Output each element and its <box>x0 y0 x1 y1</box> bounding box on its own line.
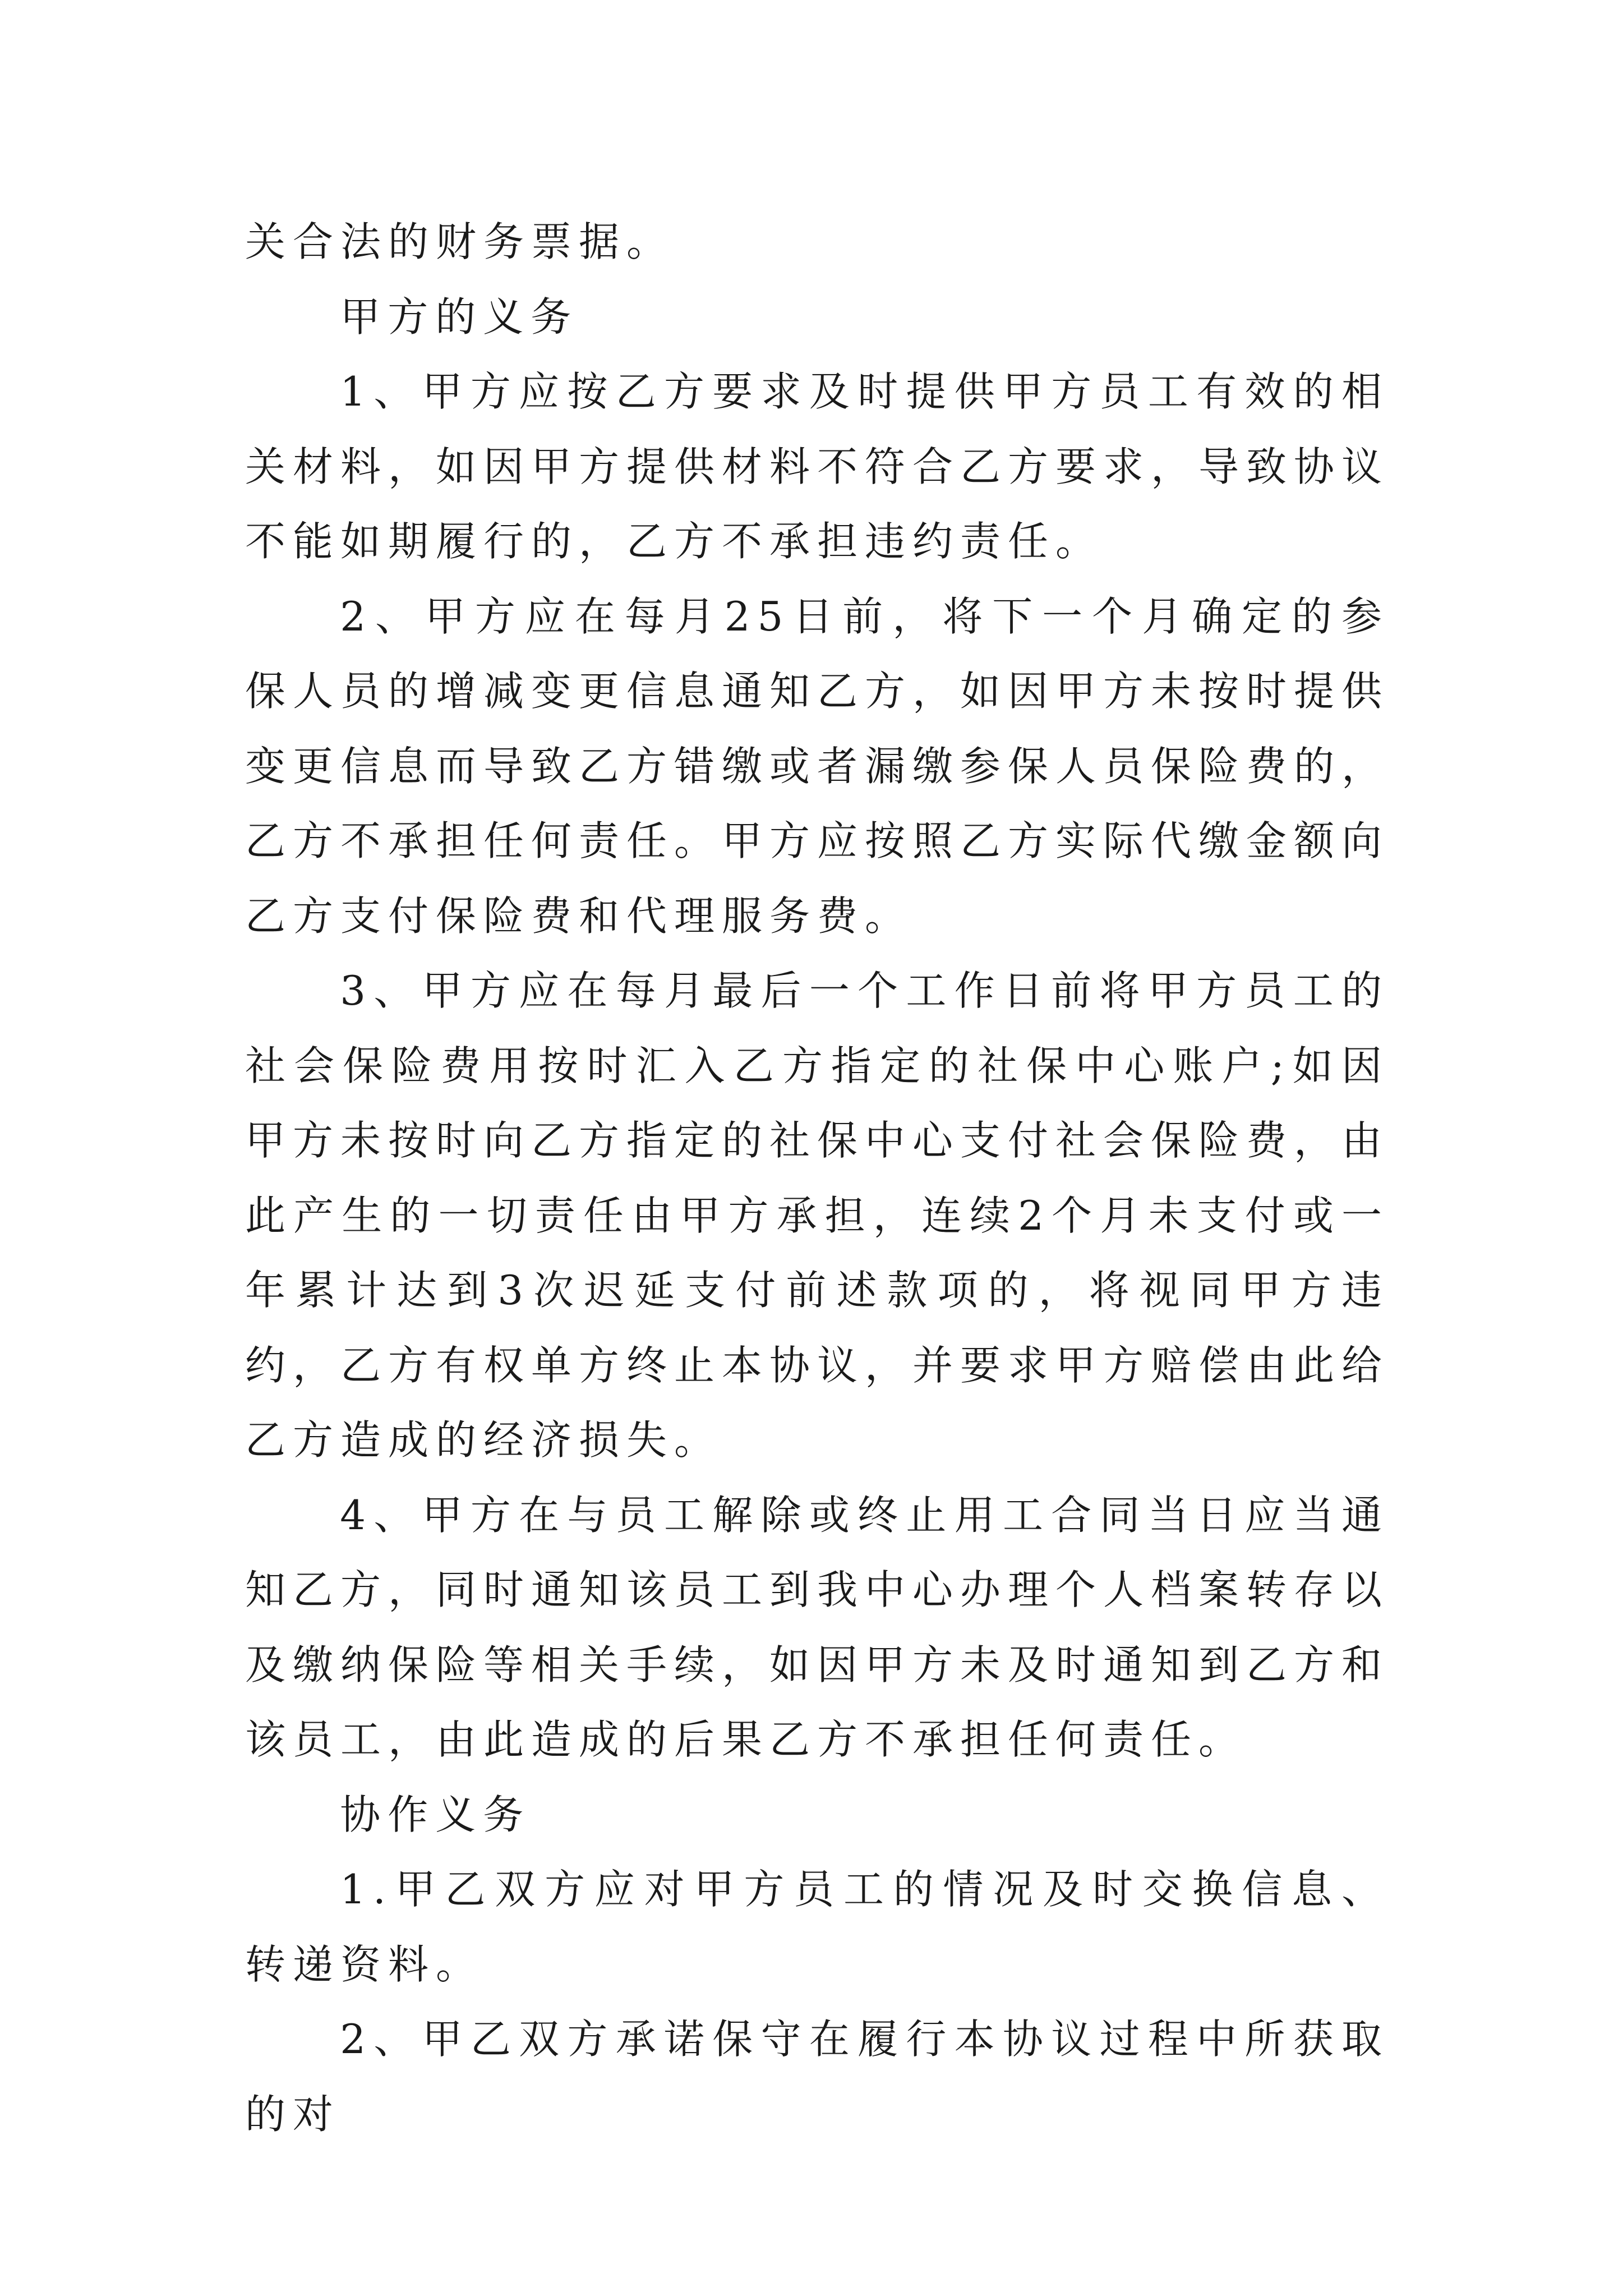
paragraph-cooperation-item-1: 1.甲乙双方应对甲方员工的情况及时交换信息、转递资料。 <box>245 1866 1389 1988</box>
section-heading-cooperation-obligations: 协作义务 <box>340 1791 531 1838</box>
paragraph-item-4: 4、甲方在与员工解除或终止用工合同当日应当通知乙方，同时通知该员工到我中心办理个人档案转存以及缴纳保险等相关手续，如因甲方未及时通知到乙方和该员工，由此造成的后果乙方不承担任何责任。 <box>245 1491 1390 1763</box>
document-body <box>245 205 1389 2152</box>
paragraph-item-1: 1、甲方应按乙方要求及时提供甲方员工有效的相关材料，如因甲方提供材料不符合乙方要求，导致协议不能如期履行的，乙方不承担违约责任。 <box>245 368 1390 565</box>
paragraph-item-2: 2、甲方应在每月25日前，将下一个月确定的参保人员的增减变更信息通知乙方，如因甲方未按时提供变更信息而导致乙方错缴或者漏缴参保人员保险费的，乙方不承担任何责任。甲方应按照乙方实际代缴金额向乙方支付保险费和代理服务费。 <box>245 592 1390 940</box>
paragraph-cooperation-item-2: 2、甲乙双方承诺保守在履行本协议过程中所获取的对 <box>245 2016 1389 2138</box>
paragraph-item-3: 3、甲方应在每月最后一个工作日前将甲方员工的社会保险费用按时汇入乙方指定的社保中心账户;如因甲方未按时向乙方指定的社保中心支付社会保险费，由此产生的一切责任由甲方承担，连续2个月未支付或一年累计达到3次迟延支付前述款项的，将视同甲方违约，乙方有权单方终止本协议，并要求甲方赔偿由此给乙方造成的经济损失。 <box>245 967 1390 1464</box>
paragraph-continuation: 关合法的财务票据。 <box>245 218 675 265</box>
section-heading-party-a-obligations: 甲方的义务 <box>340 293 579 341</box>
